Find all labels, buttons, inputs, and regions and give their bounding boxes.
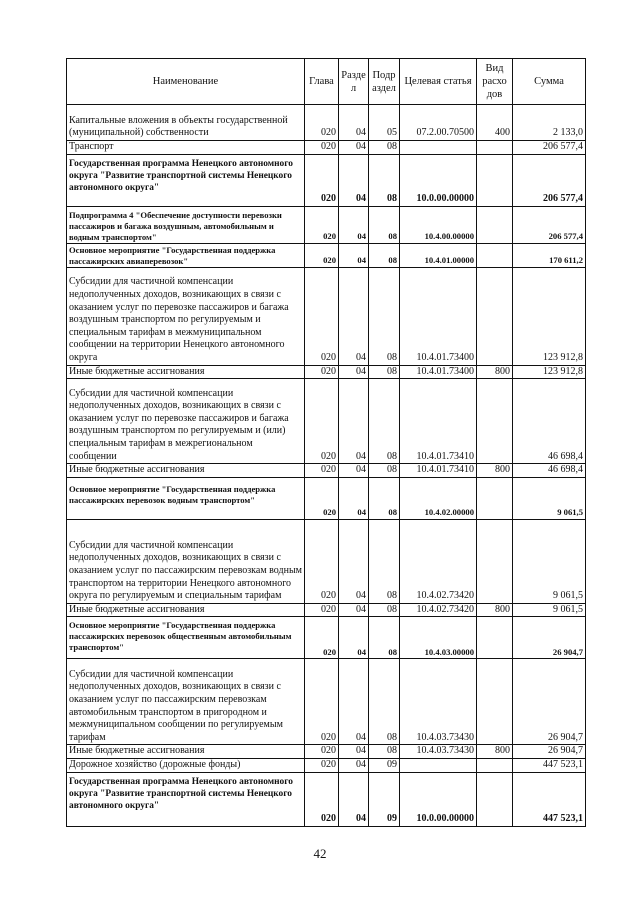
row-vid: 800 [477, 603, 513, 617]
row-razdel: 04 [339, 267, 369, 365]
row-summa: 170 611,2 [513, 243, 586, 267]
row-glava: 020 [305, 477, 339, 519]
row-podrazdel: 08 [369, 379, 400, 464]
header-summa: Сумма [513, 59, 586, 105]
row-glava: 020 [305, 772, 339, 826]
row-razdel: 04 [339, 617, 369, 659]
row-razdel: 04 [339, 365, 369, 379]
row-glava: 020 [305, 379, 339, 464]
row-summa: 123 912,8 [513, 267, 586, 365]
row-razdel: 04 [339, 206, 369, 243]
table-row [67, 477, 586, 519]
row-glava: 020 [305, 365, 339, 379]
header-statya: Целевая статья [400, 59, 477, 105]
row-statya: 10.4.00.00000 [400, 206, 477, 243]
row-glava: 020 [305, 659, 339, 745]
header-name: Наименование [67, 59, 305, 105]
row-glava: 020 [305, 758, 339, 772]
row-glava: 020 [305, 141, 339, 155]
row-statya: 10.0.00.00000 [400, 772, 477, 826]
row-podrazdel: 09 [369, 758, 400, 772]
table-row [67, 617, 586, 659]
row-statya [400, 758, 477, 772]
row-podrazdel: 08 [369, 154, 400, 206]
row-name: Иные бюджетные ассигнования [67, 745, 305, 759]
row-name: Субсидии для частичной компенсации недополученных доходов, возникающих в связи с оказанием услуг по пассажирским перевозкам водным транспортом на территории Ненецкого автономного округа по регулируемым и специальным тарифам [67, 519, 305, 603]
row-summa: 206 577,4 [513, 154, 586, 206]
row-razdel: 04 [339, 154, 369, 206]
row-vid [477, 206, 513, 243]
row-vid [477, 141, 513, 155]
row-podrazdel: 08 [369, 745, 400, 759]
row-statya: 10.4.02.73420 [400, 603, 477, 617]
row-summa: 26 904,7 [513, 617, 586, 659]
table-row [67, 105, 586, 141]
row-name: Иные бюджетные ассигнования [67, 365, 305, 379]
table-row [67, 772, 586, 826]
row-razdel: 04 [339, 745, 369, 759]
row-podrazdel: 05 [369, 105, 400, 141]
row-summa: 206 577,4 [513, 141, 586, 155]
row-statya: 10.4.01.73400 [400, 365, 477, 379]
row-glava: 020 [305, 154, 339, 206]
table-row [67, 154, 586, 206]
row-podrazdel: 09 [369, 772, 400, 826]
row-name: Подпрограмма 4 "Обеспечение доступности перевозки пассажиров и багажа воздушным, автомобильным и водным транспортом" [67, 206, 305, 243]
row-podrazdel: 08 [369, 659, 400, 745]
table-row [67, 745, 586, 759]
row-summa: 123 912,8 [513, 365, 586, 379]
row-podrazdel: 08 [369, 519, 400, 603]
row-name: Государственная программа Ненецкого автономного округа "Развитие транспортной системы Ненецкого автономного округа" [67, 154, 305, 206]
row-glava: 020 [305, 206, 339, 243]
row-razdel: 04 [339, 243, 369, 267]
row-summa: 26 904,7 [513, 659, 586, 745]
row-statya: 10.0.00.00000 [400, 154, 477, 206]
table-row [67, 519, 586, 603]
row-statya: 10.4.01.73410 [400, 464, 477, 478]
row-vid: 800 [477, 365, 513, 379]
row-summa: 447 523,1 [513, 772, 586, 826]
row-razdel: 04 [339, 519, 369, 603]
page-number: 42 [313, 846, 327, 861]
row-summa: 206 577,4 [513, 206, 586, 243]
row-summa: 447 523,1 [513, 758, 586, 772]
table-row [67, 659, 586, 745]
row-vid: 800 [477, 464, 513, 478]
row-statya: 07.2.00.70500 [400, 105, 477, 141]
row-name: Капитальные вложения в объекты государственной (муниципальной) собственности [67, 105, 305, 141]
row-glava: 020 [305, 519, 339, 603]
row-vid [477, 379, 513, 464]
table-row [67, 758, 586, 772]
row-name: Субсидии для частичной компенсации недополученных доходов, возникающих в связи с оказанием услуг по перевозке пассажиров и багажа воздушным транспортом по регулируемым и специальным тарифам в межмуниципальном сообщении на территории Ненецкого автономного округа [67, 267, 305, 365]
row-summa: 46 698,4 [513, 379, 586, 464]
header-row [67, 59, 586, 105]
row-vid [477, 267, 513, 365]
table-row [67, 365, 586, 379]
row-statya: 10.4.02.73420 [400, 519, 477, 603]
row-vid: 800 [477, 745, 513, 759]
table-row [67, 464, 586, 478]
row-name: Основное мероприятие "Государственная поддержка пассажирских перевозок общественным автомобильным транспортом" [67, 617, 305, 659]
row-statya: 10.4.01.73410 [400, 379, 477, 464]
row-statya: 10.4.02.00000 [400, 477, 477, 519]
row-name: Государственная программа Ненецкого автономного округа "Развитие транспортной системы Ненецкого автономного округа" [67, 772, 305, 826]
row-vid [477, 477, 513, 519]
row-razdel: 04 [339, 464, 369, 478]
table-row [67, 206, 586, 243]
row-name: Субсидии для частичной компенсации недополученных доходов, возникающих в связи с оказанием услуг по перевозке пассажиров и багажа воздушным транспортом по регулируемым и (или) специальным тарифам в межрегиональном сообщении [67, 379, 305, 464]
row-podrazdel: 08 [369, 267, 400, 365]
table-row [67, 603, 586, 617]
row-glava: 020 [305, 745, 339, 759]
row-podrazdel: 08 [369, 464, 400, 478]
row-glava: 020 [305, 105, 339, 141]
row-podrazdel: 08 [369, 206, 400, 243]
row-name: Субсидии для частичной компенсации недополученных доходов, возникающих в связи с оказанием услуг по пассажирским перевозкам автомобильным транспортом в пригородном и межмуниципальном сообщении по регулируемым тарифам [67, 659, 305, 745]
row-name: Основное мероприятие "Государственная поддержка пассажирских перевозок водным транспортом" [67, 477, 305, 519]
row-glava: 020 [305, 603, 339, 617]
header-podrazdel: Подр аздел [369, 59, 400, 105]
row-statya: 10.4.03.73430 [400, 745, 477, 759]
row-podrazdel: 08 [369, 141, 400, 155]
row-razdel: 04 [339, 659, 369, 745]
row-vid [477, 519, 513, 603]
header-razdel: Разде л [339, 59, 369, 105]
row-podrazdel: 08 [369, 477, 400, 519]
row-statya: 10.4.03.73430 [400, 659, 477, 745]
row-glava: 020 [305, 267, 339, 365]
row-vid: 400 [477, 105, 513, 141]
row-summa: 46 698,4 [513, 464, 586, 478]
row-name: Транспорт [67, 141, 305, 155]
row-statya: 10.4.03.00000 [400, 617, 477, 659]
row-razdel: 04 [339, 603, 369, 617]
row-razdel: 04 [339, 477, 369, 519]
row-summa: 9 061,5 [513, 477, 586, 519]
row-razdel: 04 [339, 105, 369, 141]
row-glava: 020 [305, 617, 339, 659]
row-razdel: 04 [339, 758, 369, 772]
row-statya: 10.4.01.73400 [400, 267, 477, 365]
row-vid [477, 772, 513, 826]
row-podrazdel: 08 [369, 365, 400, 379]
row-vid [477, 154, 513, 206]
budget-table [66, 58, 586, 827]
row-podrazdel: 08 [369, 243, 400, 267]
row-razdel: 04 [339, 379, 369, 464]
row-razdel: 04 [339, 141, 369, 155]
row-name: Иные бюджетные ассигнования [67, 603, 305, 617]
table-row [67, 141, 586, 155]
row-name: Дорожное хозяйство (дорожные фонды) [67, 758, 305, 772]
row-summa: 9 061,5 [513, 603, 586, 617]
row-podrazdel: 08 [369, 603, 400, 617]
row-razdel: 04 [339, 772, 369, 826]
row-vid [477, 659, 513, 745]
table-row [67, 379, 586, 464]
header-vid: Вид расхо дов [477, 59, 513, 105]
row-vid [477, 758, 513, 772]
header-glava: Глава [305, 59, 339, 105]
row-summa: 9 061,5 [513, 519, 586, 603]
row-vid [477, 243, 513, 267]
table-row [67, 267, 586, 365]
row-glava: 020 [305, 464, 339, 478]
row-name: Основное мероприятие "Государственная поддержка пассажирских авиаперевозок" [67, 243, 305, 267]
row-summa: 26 904,7 [513, 745, 586, 759]
row-vid [477, 617, 513, 659]
row-statya: 10.4.01.00000 [400, 243, 477, 267]
row-name: Иные бюджетные ассигнования [67, 464, 305, 478]
row-statya [400, 141, 477, 155]
row-summa: 2 133,0 [513, 105, 586, 141]
row-podrazdel: 08 [369, 617, 400, 659]
row-glava: 020 [305, 243, 339, 267]
table-row [67, 243, 586, 267]
